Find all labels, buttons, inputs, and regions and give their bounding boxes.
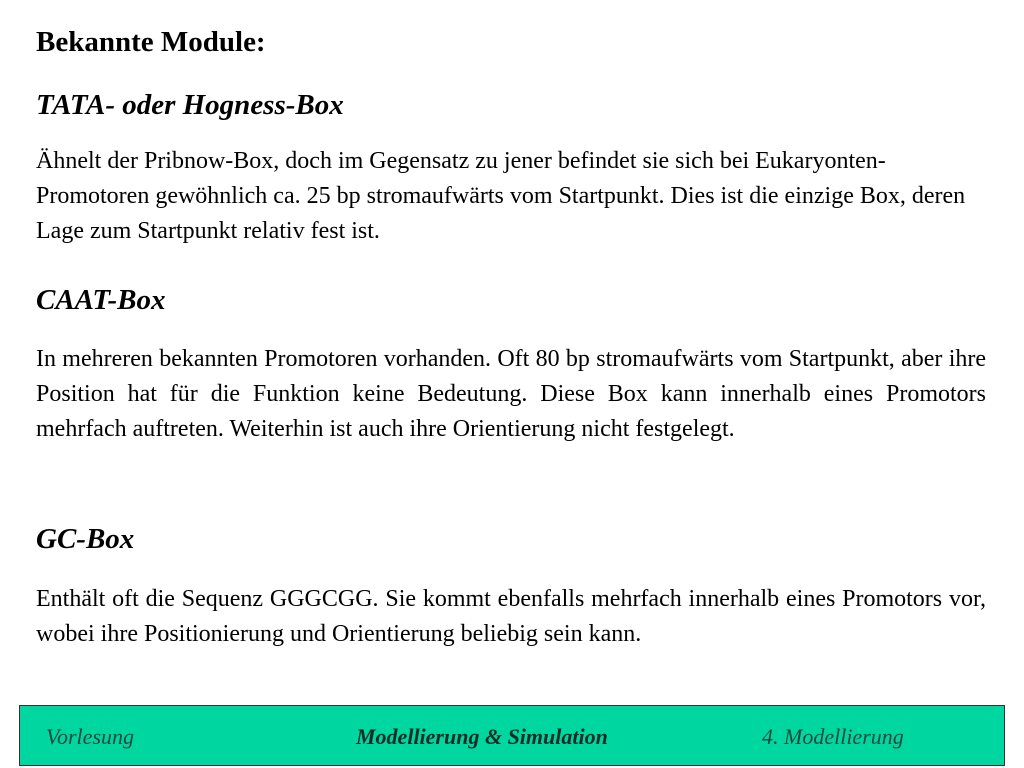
footer-bar (19, 705, 1005, 766)
section-heading-tata-box: TATA- oder Hogness-Box (36, 89, 344, 121)
section-text-gc-box: Enthält oft die Sequenz GGGCGG. Sie kommt ebenfalls mehrfach innerhalb eines Promotors vor, wobei ihre Positionierung und Orientierung beliebig sein kann. (36, 586, 986, 647)
section-heading-caat-box: CAAT-Box (36, 284, 166, 316)
footer-course-title: Modellierung & Simulation (356, 724, 608, 749)
slide-title: Bekannte Module: (36, 26, 266, 58)
section-heading-gc-box: GC-Box (36, 523, 135, 555)
section-text-tata-box: Ähnelt der Pribnow-Box, doch im Gegensatz zu jener befindet sie sich bei Eukaryonten-Promotoren gewöhnlich ca. 25 bp stromaufwärts vom Startpunkt. Dies ist die einzige Box, deren Lage zum Startpunkt relativ fest ist. (36, 148, 966, 244)
footer-chapter-label: 4. Modellierung (762, 724, 904, 749)
section-text-caat-box: In mehreren bekannten Promotoren vorhanden. Oft 80 bp stromaufwärts vom Startpunkt, aber ihre Position hat für die Funktion keine Bedeutung. Diese Box kann innerhalb eines Promotors mehrfach auftreten. Weiterhin ist auch ihre Orientierung nicht festgelegt. (36, 346, 986, 442)
footer-lecture-label: Vorlesung (46, 724, 134, 749)
